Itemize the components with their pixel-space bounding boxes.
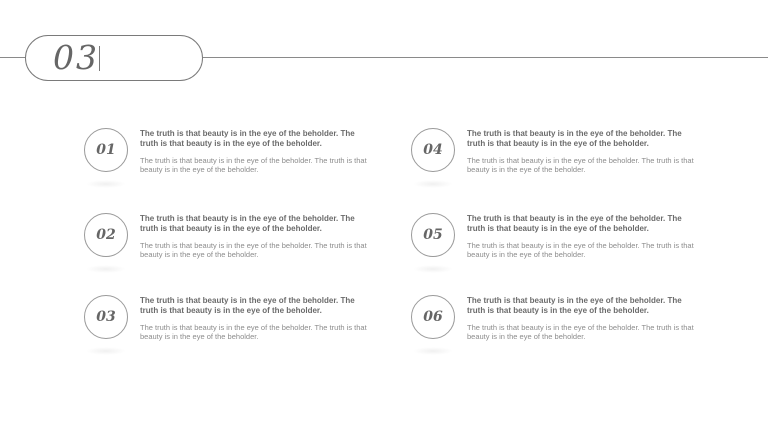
- item-title: The truth is that beauty is in the eye of the beholder. The truth is that beauty is in the eye of the beholder.: [467, 214, 682, 233]
- item-circle-shadow: [86, 347, 126, 355]
- content-item-03: [84, 295, 374, 365]
- content-item-01: [84, 128, 374, 198]
- content-item-02: [84, 213, 374, 283]
- item-body-text: The truth is that beauty is in the eye of the beholder. The truth is that beauty is in the eye of the beholder.: [140, 241, 367, 259]
- item-title: The truth is that beauty is in the eye of the beholder. The truth is that beauty is in the eye of the beholder.: [140, 296, 355, 315]
- content-item-05: [411, 213, 701, 283]
- item-circle-shadow: [86, 180, 126, 188]
- item-body-text: The truth is that beauty is in the eye of the beholder. The truth is that beauty is in the eye of the beholder.: [140, 156, 367, 174]
- item-body-text: The truth is that beauty is in the eye of the beholder. The truth is that beauty is in the eye of the beholder.: [467, 241, 694, 259]
- item-number: 01: [96, 142, 116, 158]
- content-item-04: [411, 128, 701, 198]
- item-body-text: The truth is that beauty is in the eye of the beholder. The truth is that beauty is in the eye of the beholder.: [140, 323, 367, 341]
- item-number: 06: [423, 309, 443, 325]
- item-number: 03: [96, 309, 116, 325]
- item-number: 02: [96, 227, 116, 243]
- item-number: 04: [423, 142, 443, 158]
- item-circle-shadow: [413, 347, 453, 355]
- item-title: The truth is that beauty is in the eye of the beholder. The truth is that beauty is in the eye of the beholder.: [467, 296, 682, 315]
- item-circle-shadow: [413, 180, 453, 188]
- section-title-cursor-bar: [99, 46, 100, 71]
- item-circle-shadow: [86, 265, 126, 273]
- item-number: 05: [423, 227, 443, 243]
- item-title: The truth is that beauty is in the eye of the beholder. The truth is that beauty is in the eye of the beholder.: [140, 214, 355, 233]
- section-number: 03: [53, 38, 99, 77]
- item-body-text: The truth is that beauty is in the eye of the beholder. The truth is that beauty is in the eye of the beholder.: [467, 323, 694, 341]
- item-circle-shadow: [413, 265, 453, 273]
- content-item-06: [411, 295, 701, 365]
- item-title: The truth is that beauty is in the eye of the beholder. The truth is that beauty is in the eye of the beholder.: [467, 129, 682, 148]
- section-number-pill: [25, 35, 203, 81]
- item-title: The truth is that beauty is in the eye of the beholder. The truth is that beauty is in the eye of the beholder.: [140, 129, 355, 148]
- item-body-text: The truth is that beauty is in the eye of the beholder. The truth is that beauty is in the eye of the beholder.: [467, 156, 694, 174]
